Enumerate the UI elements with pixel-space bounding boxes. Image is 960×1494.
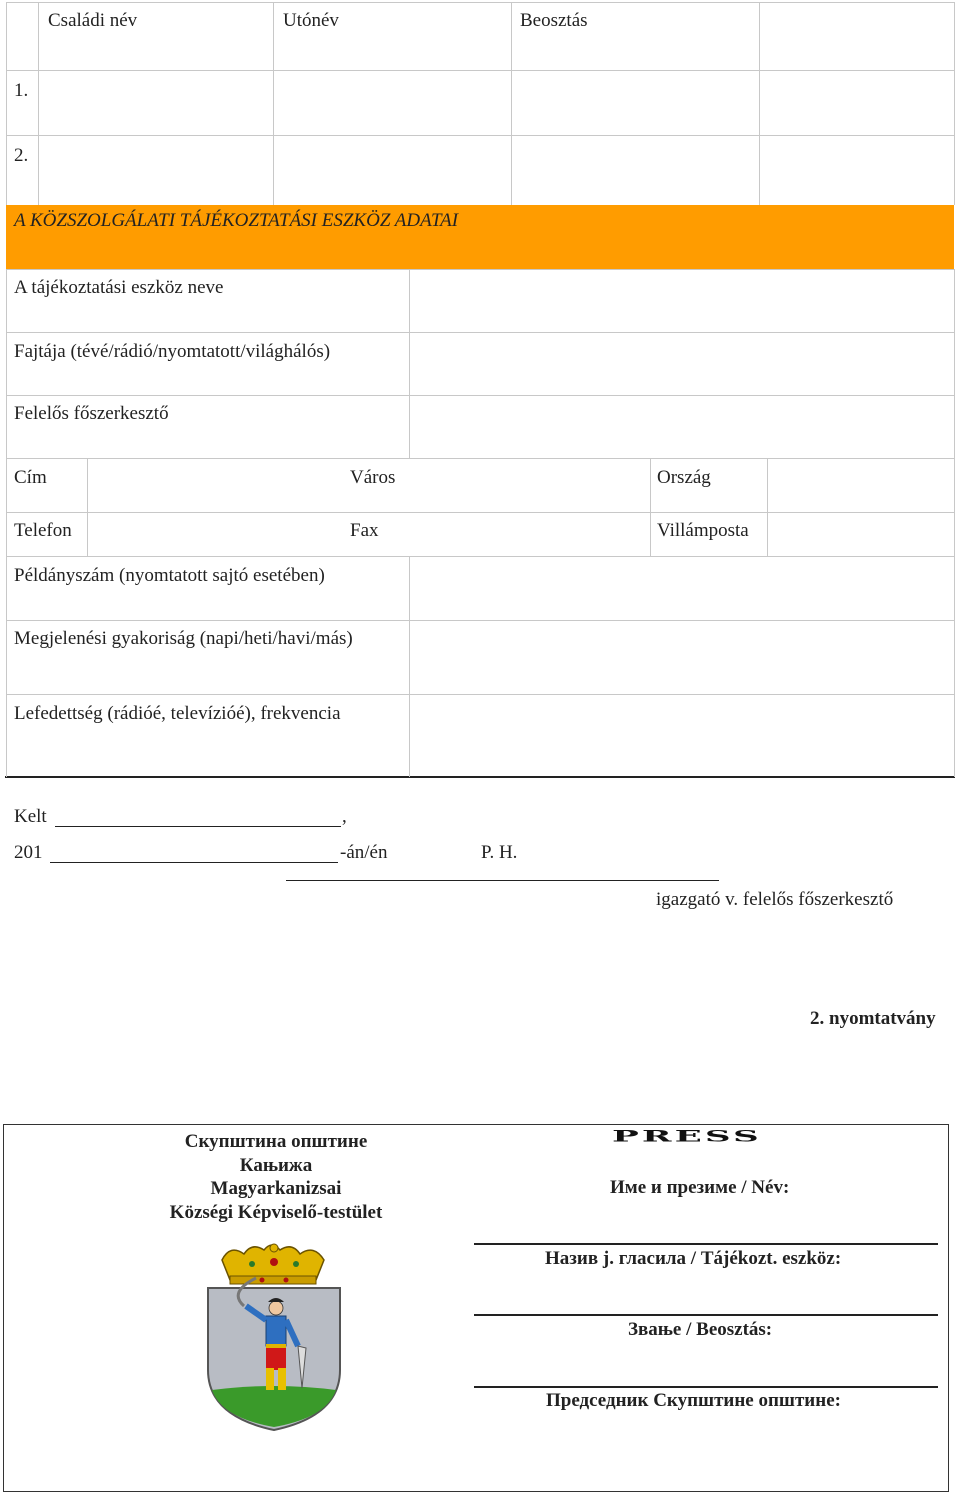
form-number: 2. nyomtatvány (810, 1008, 936, 1029)
row-number-2: 2. (14, 145, 29, 166)
field-city: Város (350, 467, 396, 488)
place-line (55, 826, 341, 827)
field-email: Villámposta (657, 520, 749, 541)
year-label: 201 (14, 842, 43, 863)
date-suffix: -án/én (340, 842, 388, 863)
stamp-placeholder: P. H. (481, 842, 518, 863)
outlet-line (474, 1314, 938, 1316)
field-country: Ország (657, 467, 711, 488)
press-title: PRESS (612, 1127, 762, 1146)
crown-icon (222, 1244, 324, 1284)
date-line (50, 862, 338, 863)
issuer-line: Скупштина општине (184, 1131, 368, 1152)
issuer-line: Кањижа (239, 1154, 313, 1176)
field-media-type: Fajtája (tévé/rádió/nyomtatott/világhálós) (14, 341, 331, 362)
section-title: A KÖZSZOLGÁLATI TÁJÉKOZTATÁSI ESZKÖZ ADATAI (14, 210, 459, 231)
coat-of-arms-icon (200, 1240, 352, 1432)
field-editor-in-chief: Felelős főszerkesztő (14, 403, 169, 424)
name-line (474, 1243, 938, 1245)
outlet-label: Назив ј. гласила / Tájékozt. eszköz: (545, 1248, 842, 1269)
issuer-line: Községi Képviselő-testület (169, 1201, 383, 1223)
header-family-name: Családi név (48, 10, 138, 31)
kelt-comma: , (342, 806, 347, 827)
signer-title: igazgató v. felelős főszerkesztő (656, 889, 894, 910)
header-given-name: Utónév (283, 10, 339, 31)
field-coverage: Lefedettség (rádióé, televízióé), frekvencia (14, 703, 341, 724)
field-fax: Fax (350, 520, 379, 541)
issuer-line: Magyarkanizsai (210, 1178, 342, 1199)
signature-line (286, 880, 719, 881)
president-label: Председник Скупштине општине: (546, 1390, 841, 1411)
kelt-label: Kelt (14, 806, 47, 827)
header-position: Beosztás (520, 10, 588, 31)
position-label: Звање / Beosztás: (628, 1319, 773, 1340)
position-line (474, 1386, 938, 1388)
name-label: Име и презиме / Név: (610, 1177, 790, 1198)
field-frequency: Megjelenési gyakoriság (napi/heti/havi/más) (14, 628, 353, 649)
field-address: Cím (14, 467, 47, 488)
field-phone: Telefon (14, 520, 72, 541)
field-copies: Példányszám (nyomtatott sajtó esetében) (14, 565, 325, 586)
row-number-1: 1. (14, 80, 29, 101)
field-media-name: A tájékoztatási eszköz neve (14, 277, 224, 298)
issuer-block (140, 1130, 412, 1224)
